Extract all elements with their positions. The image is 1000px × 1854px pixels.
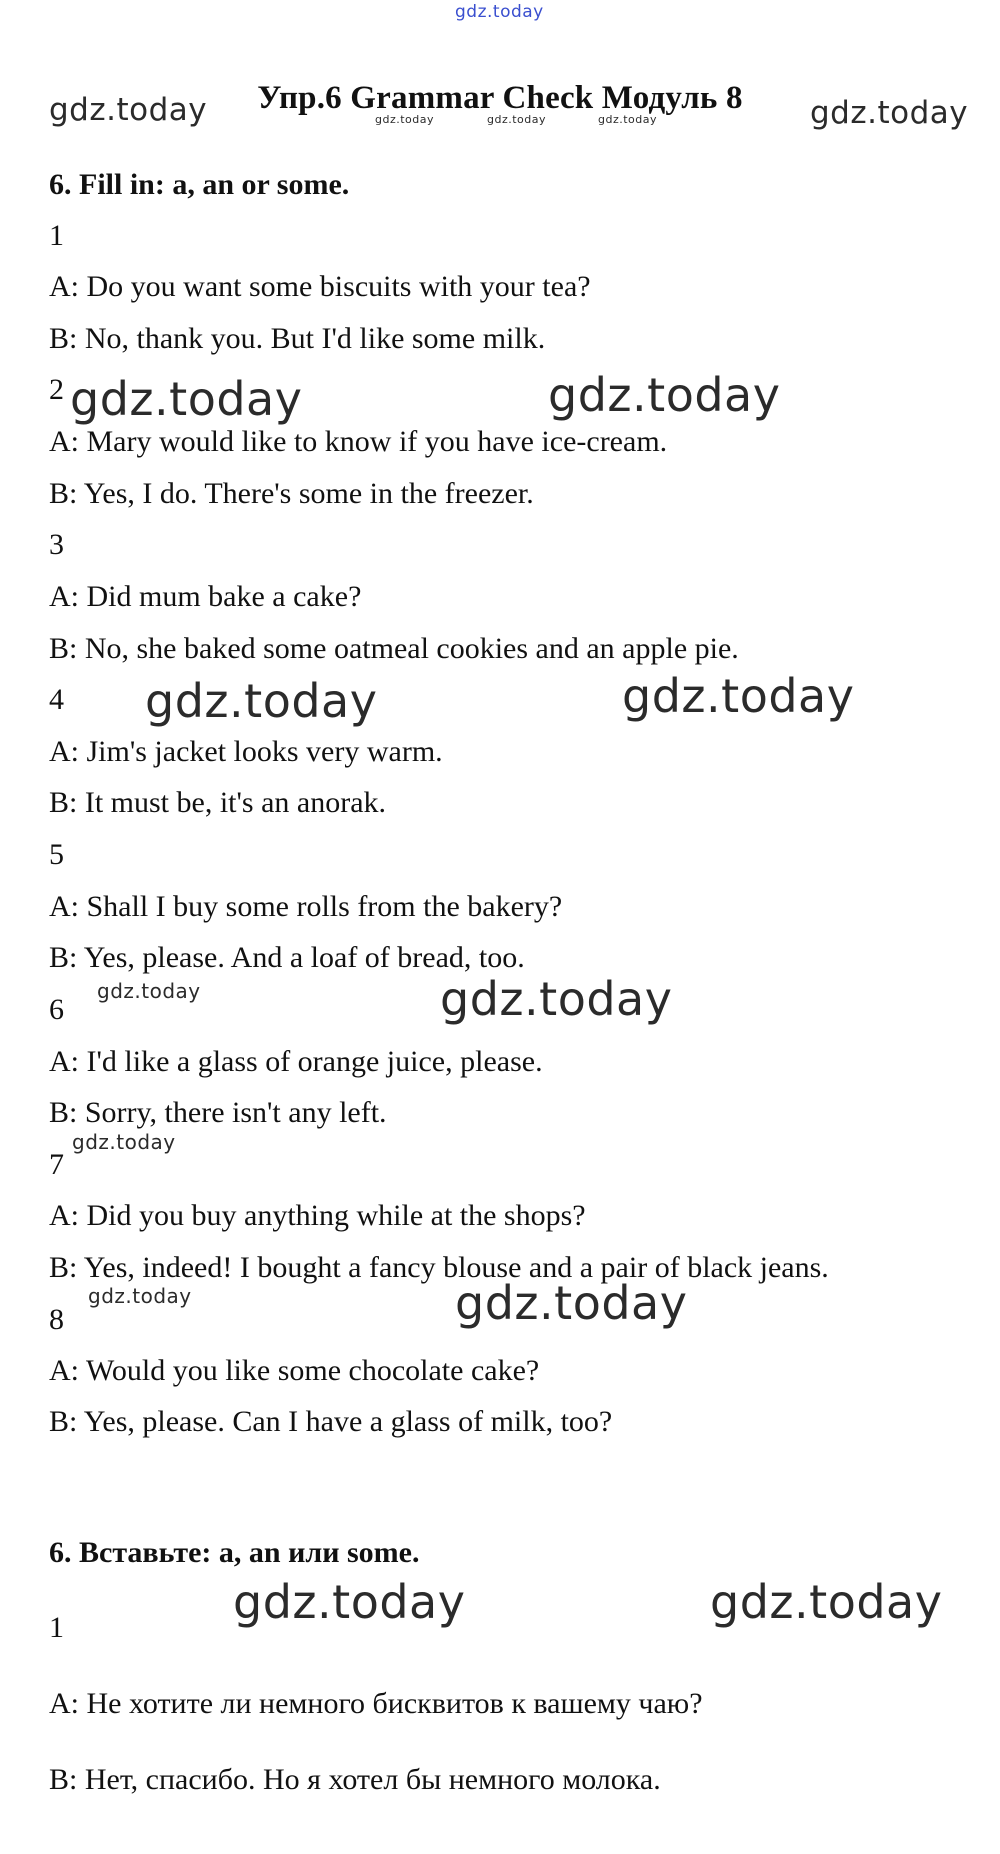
dialogue-line-b: B: Yes, please. Can I have a glass of milk, too? xyxy=(49,1405,613,1438)
watermark-header-right: gdz.today xyxy=(810,95,969,131)
dialogue-line-b: B: Sorry, there isn't any left. xyxy=(49,1096,387,1129)
watermark-large: gdz.today xyxy=(145,674,378,728)
dialogue-line-b: B: Yes, indeed! I bought a fancy blouse and a pair of black jeans. xyxy=(49,1251,829,1284)
dialogue-line-a: A: Did mum bake a cake? xyxy=(49,580,362,613)
dialogue-line-b: B: No, thank you. But I'd like some milk. xyxy=(49,322,546,355)
watermark-title-small-2: gdz.today xyxy=(487,113,547,126)
translation-line-a: A: Не хотите ли немного бисквитов к вашему чаю? xyxy=(49,1687,703,1720)
item-number: 1 xyxy=(49,1611,64,1644)
watermark-large: gdz.today xyxy=(548,368,781,422)
item-number: 5 xyxy=(49,838,64,871)
translation-heading: 6. Вставьте: a, an или some. xyxy=(49,1536,420,1569)
watermark-title-small-3: gdz.today xyxy=(598,113,658,126)
watermark-title-small-1: gdz.today xyxy=(375,113,435,126)
watermark-large: gdz.today xyxy=(70,372,303,426)
dialogue-line-a: A: Jim's jacket looks very warm. xyxy=(49,735,443,768)
item-number: 4 xyxy=(49,683,64,716)
exercise-heading: 6. Fill in: a, an or some. xyxy=(49,168,350,201)
dialogue-line-a: A: Shall I buy some rolls from the bakery? xyxy=(49,890,563,923)
item-number: 3 xyxy=(49,528,64,561)
item-number: 7 xyxy=(49,1148,64,1181)
watermark-large: gdz.today xyxy=(455,1276,688,1330)
watermark-top: gdz.today xyxy=(455,2,544,22)
dialogue-line-b: B: It must be, it's an anorak. xyxy=(49,786,387,819)
dialogue-line-a: A: Would you like some chocolate cake? xyxy=(49,1354,540,1387)
page-title: Упр.6 Grammar Check Модуль 8 xyxy=(257,80,743,116)
item-number: 8 xyxy=(49,1303,64,1336)
dialogue-line-b: B: Yes, please. And a loaf of bread, too. xyxy=(49,941,525,974)
watermark-large: gdz.today xyxy=(440,972,673,1026)
dialogue-line-a: A: Do you want some biscuits with your tea? xyxy=(49,270,591,303)
dialogue-line-a: A: Did you buy anything while at the shops? xyxy=(49,1199,586,1232)
item-number: 2 xyxy=(49,373,64,406)
dialogue-line-b: B: Yes, I do. There's some in the freezer. xyxy=(49,477,534,510)
watermark-small: gdz.today xyxy=(97,979,201,1003)
dialogue-line-b: B: No, she baked some oatmeal cookies and an apple pie. xyxy=(49,632,739,665)
dialogue-line-a: A: Mary would like to know if you have ice-cream. xyxy=(49,425,668,458)
watermark-small: gdz.today xyxy=(72,1130,176,1154)
item-number: 6 xyxy=(49,993,64,1026)
item-number: 1 xyxy=(49,219,64,252)
dialogue-line-a: A: I'd like a glass of orange juice, please. xyxy=(49,1045,543,1078)
watermark-small: gdz.today xyxy=(88,1284,192,1308)
translation-line-b: B: Нет, спасибо. Но я хотел бы немного молока. xyxy=(49,1763,661,1796)
watermark-large: gdz.today xyxy=(233,1575,466,1629)
watermark-header-left: gdz.today xyxy=(49,92,208,128)
watermark-large: gdz.today xyxy=(710,1575,943,1629)
watermark-large: gdz.today xyxy=(622,669,855,723)
